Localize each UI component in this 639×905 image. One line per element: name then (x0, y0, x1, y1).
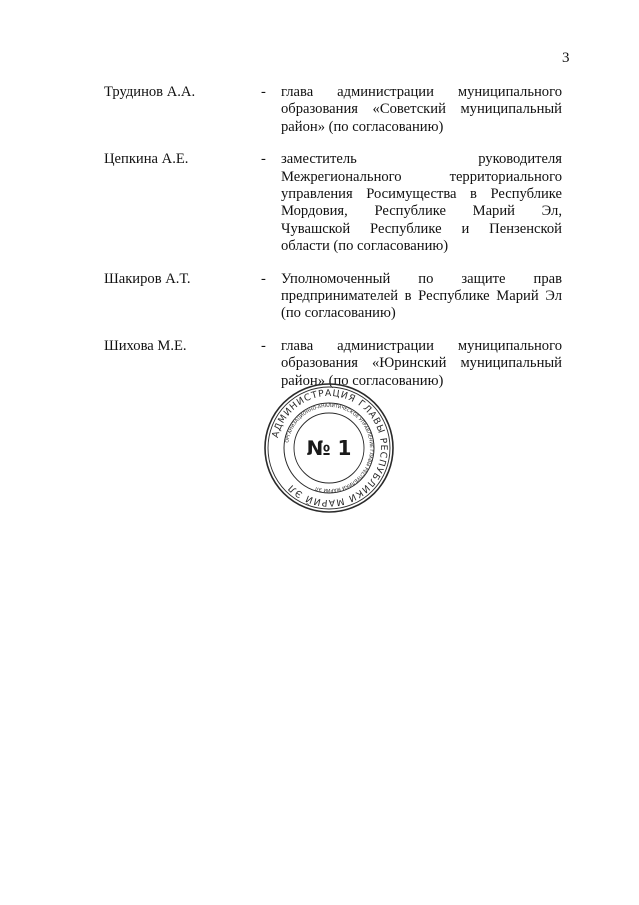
dash-separator: - (261, 151, 266, 168)
member-position: глава администрации муниципального образования «Юринский муниципальный район» (по согласованию) (281, 337, 562, 389)
list-item (104, 151, 562, 255)
seal-number: № 1 (306, 436, 352, 460)
member-name: Шакиров А.Т. (104, 270, 191, 287)
member-list (104, 84, 562, 405)
list-item (104, 84, 562, 136)
list-item (104, 271, 562, 323)
member-position: глава администрации муниципального образования «Советский муниципальный район» (по согласованию) (281, 84, 562, 135)
dash-separator: - (261, 270, 266, 287)
member-name: Шихова М.Е. (104, 337, 187, 354)
dash-separator: - (261, 84, 266, 100)
official-seal (263, 382, 395, 514)
seal-inner-text-path: ОРГАНИЗАЦИОННО-АНАЛИТИЧЕСКОЕ УПРАВЛЕНИЕ ГЛАВЫ РЕСПУБЛИКИ МАРИЙ ЭЛ (285, 403, 374, 493)
member-position: Уполномоченный по защите прав предпринимателей в Республике Марий Эл (по согласованию) (281, 270, 562, 322)
dash-separator: - (261, 337, 266, 354)
member-name: Трудинов А.А. (104, 84, 196, 100)
member-position: заместитель руководителя Межрегионального территориального управления Росимущества в Республике Мордовия, Республике Марий Эл, Чувашской Республике и Пензенской области (по согласованию) (281, 151, 562, 255)
page-number: 3 (562, 50, 570, 66)
member-name: Цепкина А.Е. (104, 151, 189, 168)
seal-outer-text-path: АДМИНИСТРАЦИЯ ГЛАВЫ РЕСПУБЛИКИ МАРИЙ ЭЛ (270, 387, 390, 509)
